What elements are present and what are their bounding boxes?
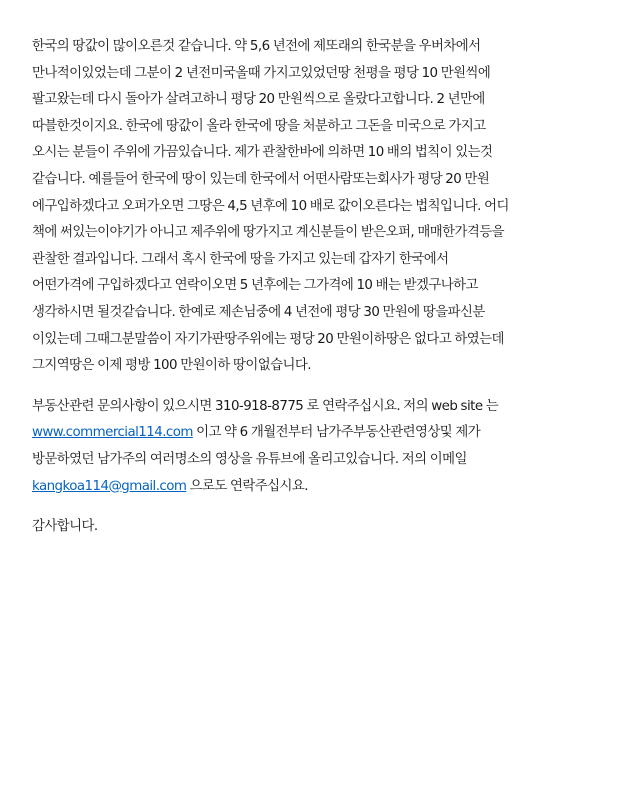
closing-text: 감사합니다. — [32, 519, 98, 535]
text-line: 그지역땅은 이제 평방 100 만원이하 땅이없습니다. — [32, 358, 311, 374]
text-line: 팔고왔는데 다시 돌아가 살려고하니 평당 20 만원씩으로 올랐다고합니다. 2 년만에 — [32, 92, 485, 108]
text-line: 만나적이있었는데 그분이 2 년전미국올때 가지고있었던땅 천평을 평당 10 만원씩에 — [32, 65, 491, 81]
text-line: 방문하였던 남가주의 여러명소의 영상을 유튜브에 올리고있습니다. 저의 이메일 — [32, 451, 467, 467]
text-line: 어떤가격에 구입하겠다고 연락이오면 5 년후에는 그가격에 10 배는 받겠구나하고 — [32, 278, 478, 294]
text-line: 같습니다. 예를들어 한국에 땅이 있는데 한국에서 어떤사람또는회사가 평당 20 만원 — [32, 171, 490, 187]
text-line: 따블한것이지요. 한국에 땅값이 올라 한국에 땅을 처분하고 그돈을 미국으로 가지고 — [32, 118, 486, 134]
text-line: 생각하시면 될것같습니다. 한예로 제손님중에 4 년전에 평당 30 만원에 땅을파신분 — [32, 304, 485, 320]
text-line: 한국의 땅값이 많이오른것 같습니다. 약 5,6 년전에 제또래의 한국분을 우버차에서 — [32, 39, 481, 54]
text-fragment: 으로도 연락주십시요. — [189, 478, 308, 494]
paragraph-land-prices — [32, 34, 592, 380]
text-line — [32, 474, 592, 501]
text-line: 부동산관련 문의사항이 있으시면 310-918-8775 로 연락주십시요. 저의 web site 는 — [32, 398, 499, 414]
text-line: 이있는데 그때그분말씀이 자기가판땅주위에는 평당 20 만원이하땅은 없다고 하였는데 — [32, 331, 504, 347]
email-link[interactable]: kangkoa114@gmail.com — [32, 478, 187, 494]
paragraph-contact — [32, 394, 592, 500]
text-fragment: 이고 약 6 개월전부터 남가주부동산관련영상및 제가 — [196, 425, 481, 441]
text-line: 책에 써있는이야기가 아니고 제주위에 땅가지고 계신분들이 받은오퍼, 매매한가격등을 — [32, 225, 505, 241]
text-line: 에구입하겠다고 오퍼가오면 그땅은 4,5 년후에 10 배로 값이오른다는 법칙입니다. 어디 — [32, 198, 509, 214]
text-line — [32, 420, 592, 447]
document-body — [32, 34, 592, 541]
text-line: 관찰한 결과입니다. 그래서 혹시 한국에 땅을 가지고 있는데 갑자기 한국에서 — [32, 251, 449, 267]
text-line: 오시는 분들이 주위에 가끔있습니다. 제가 관찰한바에 의하면 10 배의 법칙이 있는것 — [32, 145, 493, 161]
website-link[interactable]: www.commercial114.com — [32, 425, 193, 441]
